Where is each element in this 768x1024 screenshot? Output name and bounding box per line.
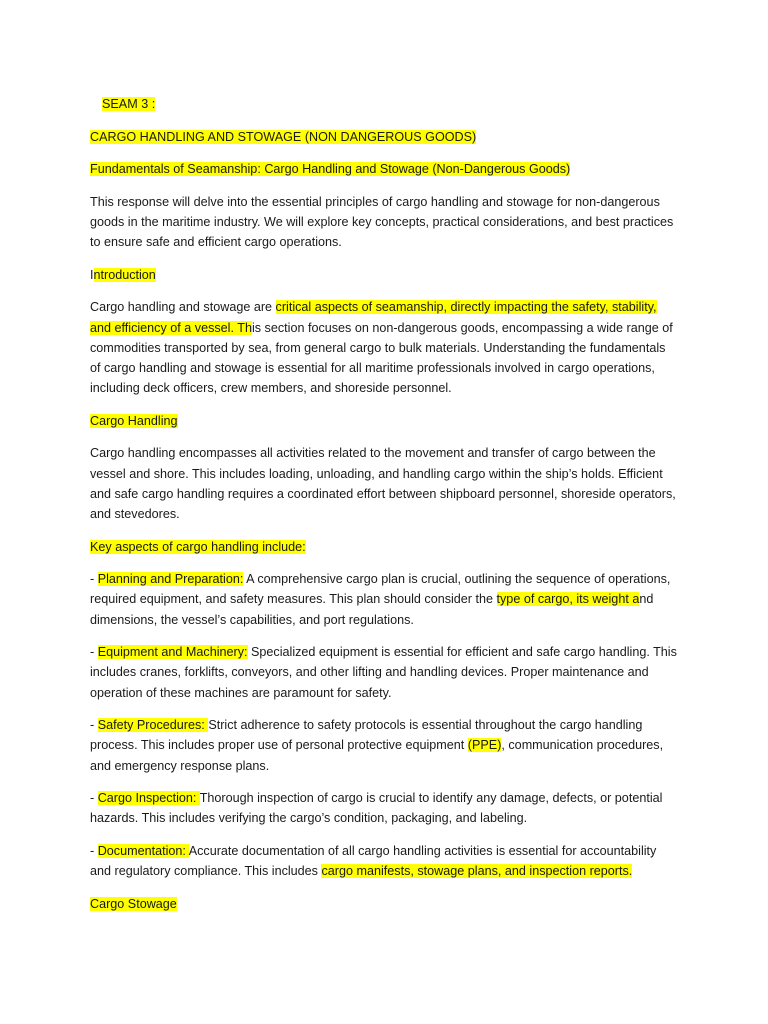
cargo-handling-paragraph: Cargo handling encompasses all activities related to the movement and transfer of cargo between the vessel and shore. This includes loading, unloading, and handling cargo within the ship’s holds. Efficient and safe cargo handling requires a coordinated effort between shipboard personnel, shoreside operators, and stevedores. <box>90 446 676 521</box>
list-item-safety-highlight: (PPE) <box>467 738 502 753</box>
list-item-planning-text-a: A comprehensive cargo plan is crucial, outlining the sequence of operations, required equipment, and safety measures. This plan should consider the <box>90 572 671 607</box>
cargo-stowage-heading-text: Cargo Stowage <box>90 896 177 911</box>
key-aspects-heading <box>90 537 678 557</box>
list-item-planning-highlight: type of cargo, its weight a <box>496 592 640 607</box>
cargo-handling-heading-text: Cargo Handling <box>90 413 178 428</box>
list-item-safety-text-c: , communication procedures, and emergency response plans. <box>90 738 664 773</box>
list-item-safety <box>90 715 678 776</box>
introduction-paragraph-highlight: critical aspects of seamanship, directly impacting the safety, stability, and efficiency of a vessel. Th <box>90 300 657 335</box>
list-item-documentation-text: Accurate documentation of all cargo handling activities is essential for accountability and regulatory compliance. This includes <box>90 843 657 879</box>
introduction-paragraph <box>90 297 678 398</box>
list-item-planning-label: Planning and Preparation: <box>97 572 244 587</box>
list-item-inspection-label: Cargo Inspection: <box>97 791 200 806</box>
list-item-safety-label: Safety Procedures: <box>97 718 209 733</box>
list-item-safety-text-a: Strict adherence to safety protocols is essential throughout the cargo handling process. This includes proper use of personal protective equipment <box>90 718 643 753</box>
list-dash: - <box>90 572 98 587</box>
list-dash: - <box>90 791 98 806</box>
list-dash: - <box>90 645 98 660</box>
list-item-inspection-text: Thorough inspection of cargo is crucial to identify any damage, defects, or potential hazards. This includes verifying the cargo’s condition, packaging, and labeling. <box>90 791 663 826</box>
introduction-heading-text: ntroduction <box>93 267 156 282</box>
introduction-paragraph-part-a: Cargo handling and stowage are <box>90 300 276 315</box>
list-item-inspection <box>90 788 678 828</box>
main-title-text: CARGO HANDLING AND STOWAGE (NON DANGEROUS GOODS) <box>90 129 477 144</box>
list-item-documentation <box>90 841 678 881</box>
introduction-heading-initial: I <box>90 267 94 282</box>
list-item-planning-text-c: nd dimensions, the vessel’s capabilities, and port regulations. <box>90 592 654 627</box>
list-dash: - <box>90 843 98 858</box>
seam-label <box>90 94 678 114</box>
seam-label-text: SEAM 3 : <box>102 97 156 111</box>
list-item-documentation-label: Documentation: <box>97 843 189 858</box>
cargo-stowage-heading <box>90 894 678 914</box>
list-item-documentation-highlight: cargo manifests, stowage plans, and inspection reports. <box>321 864 633 879</box>
list-item-equipment <box>90 642 678 703</box>
intro-paragraph: This response will delve into the essential principles of cargo handling and stowage for non-dangerous goods in the maritime industry. We will explore key concepts, practical considerations, and best practices to ensure safe and efficient cargo operations. <box>90 194 674 250</box>
introduction-heading <box>90 265 678 285</box>
subtitle-text: Fundamentals of Seamanship: Cargo Handling and Stowage (Non-Dangerous Goods) <box>90 162 571 177</box>
list-item-equipment-label: Equipment and Machinery: <box>97 645 248 660</box>
cargo-handling-heading <box>90 411 678 431</box>
subtitle <box>90 159 678 179</box>
introduction-paragraph-part-c: is section focuses on non-dangerous goods, encompassing a wide range of commodities transported by sea, from general cargo to bulk materials. Understanding the fundamentals of cargo handling and stowage is essential for all maritime professionals involved in cargo operations, including deck officers, crew members, and shoreside personnel. <box>90 320 673 396</box>
list-item-planning <box>90 569 678 630</box>
list-item-equipment-text: Specialized equipment is essential for efficient and safe cargo handling. This includes cranes, forklifts, conveyors, and other lifting and handling devices. Proper maintenance and operation of these machines are paramount for safety. <box>90 645 677 700</box>
main-title <box>90 127 678 147</box>
key-aspects-heading-text: Key aspects of cargo handling include: <box>90 539 306 554</box>
list-dash: - <box>90 718 98 733</box>
